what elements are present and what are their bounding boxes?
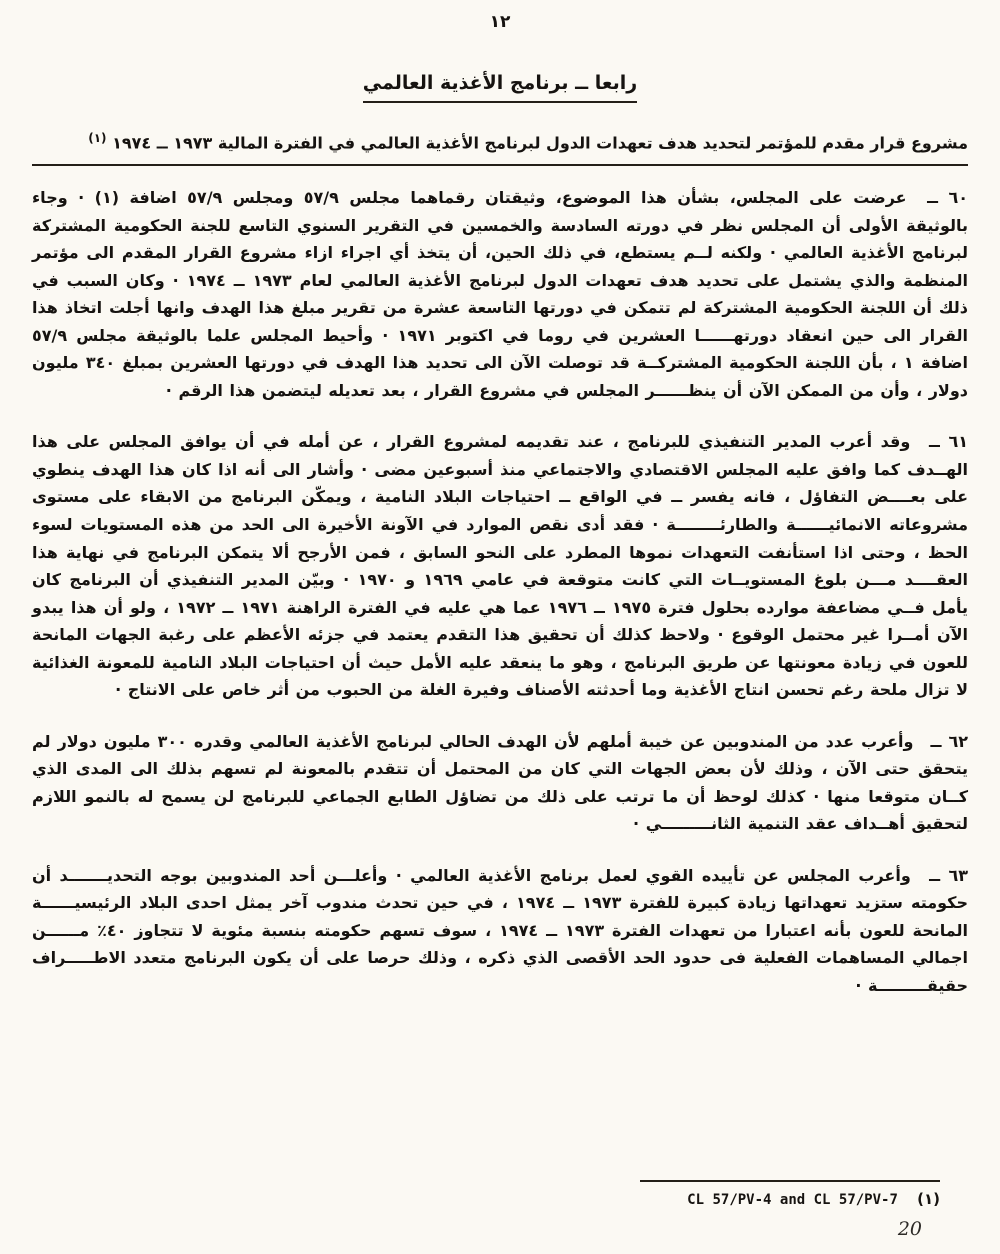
paragraph-63 — [32, 862, 968, 1000]
document-body — [32, 184, 968, 999]
paragraph-text: وقد أعرب المدير التنفيذي للبرنامج ، عند تقديمه لمشروع القرار ، عن أمله في أن يوافق المجلس على هذا الهــدف كما وافق عليه المجلس الاقتصادي والاجتماعي منذ أسبوعين مضى · وأشار الى أنه اذا كان هذا الهدف ينطوي على بعــــض التفاؤل ، فانه يفسر ــ في الواقع ــ احتياجات البلاد النامية ، ويمكّن البرنامج من الابقاء على مستوى مشروعاته الانمائيــــــة والطارئــــــــة · فقد أدى نقص الموارد في الآونة الأخيرة الى الحد من هذه المستويات لسوء الحظ ، وحتى اذا استأنفت التعهدات نموها المطرد على النحو السابق ، فمن الأرجح ألا يتمكن البرنامج في نهاية هذا العقــــد مـــن بلوغ المستويــات التي كانت متوقعة في عامي ١٩٦٩ و ١٩٧٠ · وبيّن المدير التنفيذي أن البرنامج كان يأمل فــي مضاعفة موارده بحلول فترة ١٩٧٥ ــ ١٩٧٦ عما هي عليه في الفترة الراهنة ١٩٧١ ــ ١٩٧٢ ، ولو أن هذا يبدو الآن أمــرا غير محتمل الوقوع · ولاحظ كذلك أن تحقيق هذا التقدم يعتمد في جزئه الأعظم على رغبة الجهات المانحة للعون في زيادة معونتها عن طريق البرنامج ، وهو ما ينعقد عليه الأمل حيث أن احتياجات البلاد النامية للمعونة الغذائية لا تزال ملحة رغم تحسن انتاج الأغذية وما أحدثته الأصناف وفيرة الغلة من الحبوب من أثر خاص على الانتاج · — [32, 432, 969, 700]
footnote-area — [640, 1180, 940, 1208]
paragraph-number: ٦٢ ــ — [930, 731, 968, 751]
paragraph-60 — [32, 184, 968, 404]
footnote-marker: (١) — [917, 1190, 940, 1208]
paragraph-62 — [32, 728, 968, 838]
page-number-bottom: 20 — [897, 1218, 922, 1240]
page-number-top: ١٢ — [489, 12, 511, 32]
footnote — [640, 1190, 940, 1208]
paragraph-number: ٦٠ ــ — [927, 188, 968, 208]
resolution-subtitle-text: مشروع قرار مقدم للمؤتمر لتحديد هدف تعهدات الدول لبرنامج الأغذية العالمي في الفترة المالية ١٩٧٣ ــ ١٩٧٤ — [112, 133, 968, 153]
footnote-reference-mark: (١) — [88, 131, 107, 145]
footnote-citation: CL 57/PV-4 and CL 57/PV-7 — [687, 1192, 898, 1208]
paragraph-text: وأعرب عدد من المندوبين عن خيبة أملهم لأن الهدف الحالي لبرنامج الأغذية العالمي وقدره ٣٠٠ مليون دولار لم يتحقق حتى الآن ، وذلك لأن بعض الجهات التي كان من المحتمل أن تتقدم بالمعونة لم تسهم بذلك الى المدى الذي كــان متوقعا منها · كذلك لوحظ أن ما ترتب على ذلك من تضاؤل الطابع الجماعي للبرنامج لن يسمح له بالنمو اللازم لتحقيق أهــداف عقد التنمية الثانـــــــــي · — [32, 731, 968, 834]
paragraph-text: وأعرب المجلس عن تأييده القوي لعمل برنامج الأغذية العالمي · وأعلـــن أحد المندوبين بوجه التحديـــــــد أن حكومته ستزيد تعهداتها زيادة كبيرة للفترة ١٩٧٣ ــ ١٩٧٤ ، في حين تحدث مندوب آخر يمثل احدى البلاد الرئيسيــــــة المانحة للعون بأنه اعتبارا من تعهدات الفترة ١٩٧٣ ــ ١٩٧٤ ، سوف تسهم حكومته بنسبة مئوية لا تتجاوز ٤٠٪ مــــــن اجمالي المساهمات الفعلية فى حدود الحد الأقصى الذي ذكره ، وذلك حرصا على أن يكون البرنامج متعدد الاطـــــراف حقيقـــــــــة · — [32, 865, 969, 995]
paragraph-61 — [32, 428, 968, 703]
footnote-divider — [640, 1180, 940, 1182]
section-title: رابعا ــ برنامج الأغذية العالمي — [363, 72, 637, 103]
resolution-subtitle — [32, 129, 968, 166]
paragraph-number: ٦١ ــ — [928, 432, 969, 452]
paragraph-number: ٦٣ ــ — [929, 865, 968, 885]
paragraph-text: عرضت على المجلس، بشأن هذا الموضوع، وثيقتان رقماهما مجلس ٥٧/٩ ومجلس ٥٧/٩ اضافة (١) · وجاء بالوثيقة الأولى أن المجلس نظر في دورته السادسة والخمسين في التقرير السنوي التاسع للجنة الحكومية المشتركة لبرنامج الأغذية العالمي · ولكنه لــم يستطع، في ذلك الحين، أن يتخذ أي اجراء ازاء مشروع القرار المقدم الى مؤتمر المنظمة والذي يشتمل على تحديد هدف تعهدات الدول لبرنامج الأغذية العالمي لعام ١٩٧٣ ــ ١٩٧٤ · وكان السبب في ذلك أن اللجنة الحكومية المشتركة لم تتمكن في دورتها التاسعة عشرة من تقرير مبلغ هذا الهدف وانها أجلت اتخاذ هذا القرار الى حين انعقاد دورتهــــــا العشرين في روما في اكتوبر ١٩٧١ · وأحيط المجلس علما بالوثيقة مجلس ٥٧/٩ اضافة ١ ، بأن اللجنة الحكومية المشتركــة قد توصلت الآن الى تحديد هذا الهدف في دورتها العشرين بمبلغ ٣٤٠ مليون دولار ، وأن من الممكن الآن أن ينظــــــر المجلس في مشروع القرار ، بعد تعديله ليتضمن هذا الرقم · — [32, 188, 969, 400]
section-title-wrap — [32, 72, 968, 103]
